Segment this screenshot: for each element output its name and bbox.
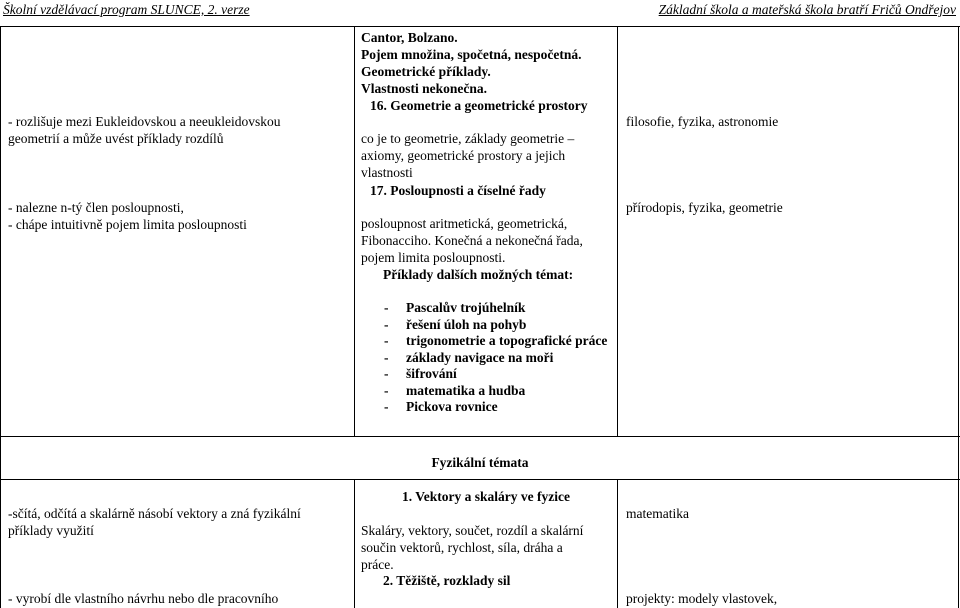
table-border-left: [0, 26, 1, 608]
table-border-right: [958, 26, 959, 608]
topic-16-content: [361, 130, 611, 181]
content-line: Cantor, Bolzano.: [361, 30, 458, 45]
content-line: posloupnost aritmetická, geometrická,: [361, 216, 568, 231]
header-school-name: Základní škola a mateřská škola bratří Fričů Ondřejov: [658, 2, 956, 17]
list-item: - řešení úloh na pohyb: [384, 317, 624, 334]
examples-heading: Příklady dalších možných témat:: [383, 267, 574, 282]
content-line: pojem limita posloupnosti.: [361, 250, 506, 265]
list-item: - šifrování: [384, 366, 624, 383]
list-item: - základy navigace na moři: [384, 350, 624, 367]
content-line: axiomy, geometrické prostory a jejich: [361, 148, 566, 163]
content-line: vlastnosti: [361, 165, 413, 180]
outcome-line: příklady využití: [8, 523, 94, 538]
topic-1-content: [361, 522, 611, 573]
topic-16-heading: 16. Geometrie a geometrické prostory: [370, 98, 588, 113]
content-line: Vlastnosti nekonečna.: [361, 81, 488, 96]
examples-list: [384, 300, 624, 416]
cross-curricular-links-3: matematika: [626, 506, 689, 521]
table-divider-col2-lower: [617, 479, 618, 608]
outcome-geometry: [8, 113, 328, 147]
section-title: Fyzikální témata: [431, 455, 529, 470]
table-divider-col1: [354, 26, 355, 436]
table-row-divider: [0, 436, 960, 437]
content-line: Geometrické příklady.: [361, 64, 491, 79]
content-line: práce.: [361, 557, 394, 572]
topic-1-heading: 1. Vektory a skaláry ve fyzice: [402, 489, 570, 504]
outcome-line: -sčítá, odčítá a skalárně násobí vektory a zná fyzikální: [8, 506, 301, 521]
list-item: - Pickova rovnice: [384, 399, 624, 416]
content-set-theory: [361, 29, 611, 97]
outcome-line: - chápe intuitivně pojem limita posloupnosti: [8, 217, 247, 232]
cross-curricular-links-1: filosofie, fyzika, astronomie: [626, 114, 779, 129]
content-line: součin vektorů, rychlost, síla, dráha a: [361, 540, 563, 555]
content-line: Skaláry, vektory, součet, rozdíl a skalární: [361, 523, 584, 538]
outcome-line: geometrií a může uvést příklady rozdílů: [8, 131, 224, 146]
section-divider: [0, 479, 960, 480]
header-school-program: Školní vzdělávací program SLUNCE, 2. verze: [3, 2, 250, 17]
outcome-line: - rozlišuje mezi Eukleidovskou a neeukleidovskou: [8, 114, 281, 129]
outcome-vectors: [8, 505, 348, 539]
table-border-top: [0, 26, 960, 27]
topic-17-heading: 17. Posloupnosti a číselné řady: [370, 183, 546, 198]
outcome-line: - nalezne n-tý člen posloupnosti,: [8, 200, 184, 215]
content-line: Fibonacciho. Konečná a nekonečná řada,: [361, 233, 583, 248]
outcome-sequences: [8, 199, 328, 233]
cross-curricular-links-2: přírodopis, fyzika, geometrie: [626, 200, 783, 215]
list-item: - trigonometrie a topografické práce: [384, 333, 619, 350]
content-line: co je to geometrie, základy geometrie –: [361, 131, 575, 146]
topic-2-heading: 2. Těžiště, rozklady sil: [383, 573, 511, 588]
list-item: - Pascalův trojúhelník: [384, 300, 624, 317]
outcome-models: - vyrobí dle vlastního návrhu nebo dle pracovního: [8, 591, 279, 606]
topic-17-content: [361, 215, 611, 266]
cross-curricular-links-4: projekty: modely vlastovek,: [626, 591, 778, 606]
content-line: Pojem množina, spočetná, nespočetná.: [361, 47, 582, 62]
list-item: - matematika a hudba: [384, 383, 624, 400]
